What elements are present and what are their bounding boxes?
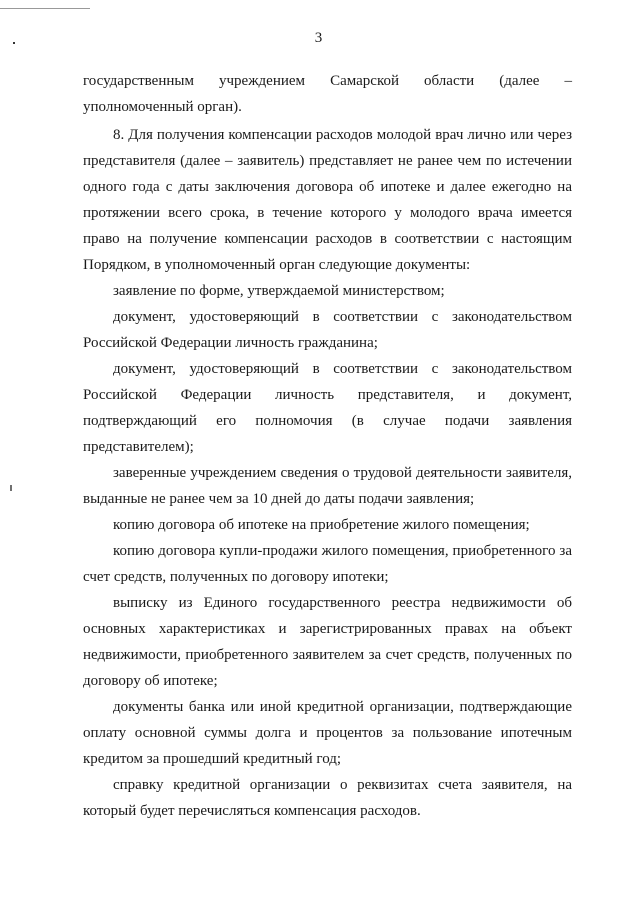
- paragraph-7: копию договора купли-продажи жилого помещения, приобретенного за счет средств, полученных по договору ипотеки;: [83, 543, 572, 585]
- paragraph-0: государственным учреждением Самарской области (далее – уполномоченный орган).: [83, 73, 572, 115]
- paragraph-10: справку кредитной организации о реквизитах счета заявителя, на который будет перечисляться компенсация расходов.: [83, 777, 572, 819]
- paragraph-4: документ, удостоверяющий в соответствии с законодательством Российской Федерации личность представителя, и документ, подтверждающий его полномочия (в случае подачи заявления представителем);: [83, 361, 572, 455]
- page-number: 3: [314, 30, 323, 46]
- paragraph-3: документ, удостоверяющий в соответствии с законодательством Российской Федерации личность гражданина;: [83, 309, 572, 351]
- paragraph-8: выписку из Единого государственного реестра недвижимости об основных характеристиках и зарегистрированных правах на объект недвижимости, приобретенного заявителем за счет средств, полученных по договору об ипотеке;: [83, 595, 572, 689]
- paragraph-1: 8. Для получения компенсации расходов молодой врач лично или через представителя (далее – заявитель) представляет не ранее чем по истечении одного года с даты заключения договора об ипотеке и далее ежегодно на протяжении всего срока, в течение которого у молодого врача имеется право на получение компенсации расходов в соответствии с настоящим Порядком, в уполномоченный орган следующие документы:: [83, 127, 572, 273]
- scan-mark-top: [0, 8, 90, 9]
- paragraph-5: заверенные учреждением сведения о трудовой деятельности заявителя, выданные не ранее чем за 10 дней до даты подачи заявления;: [83, 465, 572, 507]
- paragraph-9: документы банка или иной кредитной организации, подтверждающие оплату основной суммы долга и процентов за пользование ипотечным кредитом за прошедший кредитный год;: [83, 699, 572, 767]
- scan-dot: [10, 485, 12, 491]
- document-body: [83, 68, 572, 824]
- paragraph-6: копию договора об ипотеке на приобретение жилого помещения;: [113, 517, 530, 533]
- paragraph-2: заявление по форме, утверждаемой министерством;: [113, 283, 445, 299]
